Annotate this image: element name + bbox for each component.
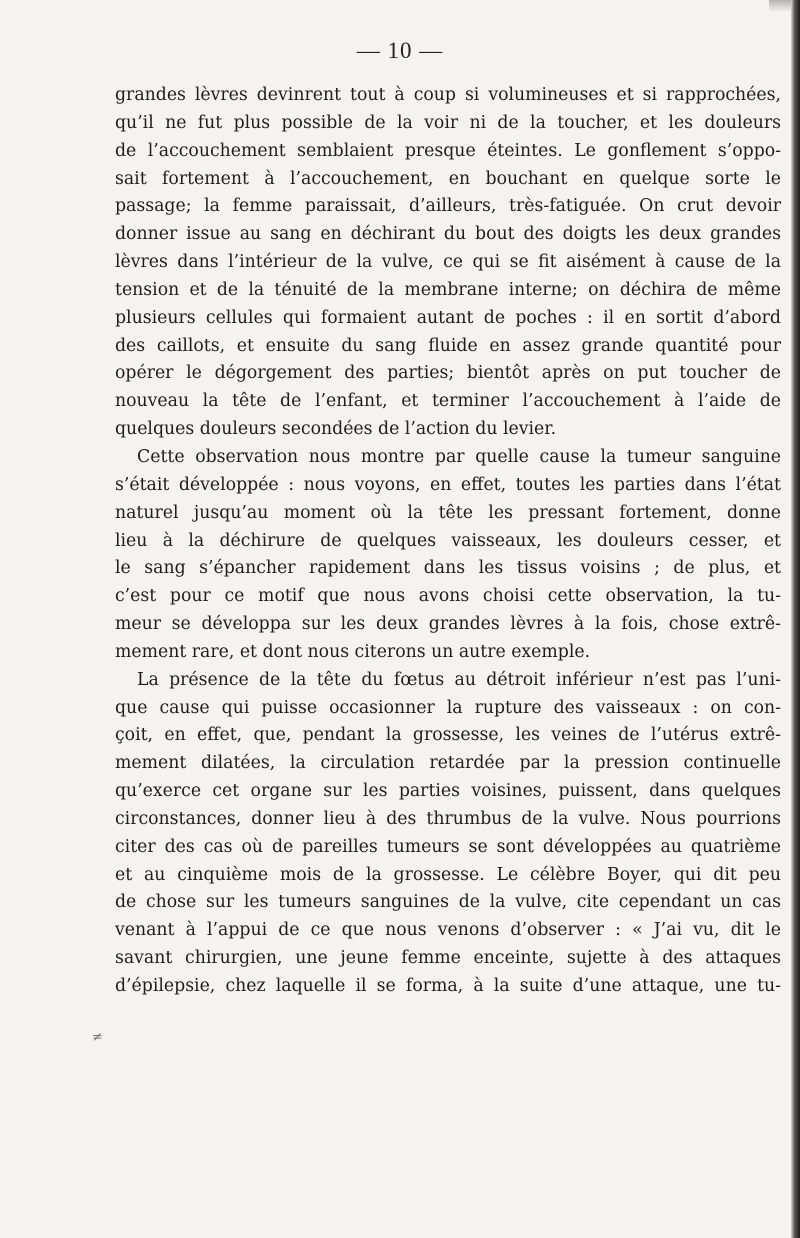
page-edge-shadow: [791, 0, 800, 1238]
text-line: quelques douleurs secondées de l’action du levier.: [115, 419, 557, 440]
text-line: c’est pour ce motif que nous avons choisi cette observation, la tu-: [115, 586, 781, 607]
text-line: des caillots, et ensuite du sang fluide en assez grande quantité pour: [115, 335, 781, 356]
text-line: de chose sur les tumeurs sanguines de la vulve, cite cependant un cas: [115, 892, 781, 913]
text-line: mement dilatées, la circulation retardée par la pression continuelle: [115, 753, 781, 774]
text-line: lèvres dans l’intérieur de la vulve, ce qui se fit aisément à cause de la: [115, 252, 781, 273]
text-line: tension et de la ténuité de la membrane interne; on déchira de même: [115, 279, 781, 300]
text-line: qu’il ne fut plus possible de la voir ni de la toucher, et les douleurs: [115, 112, 781, 133]
text-line: sait fortement à l’accouchement, en bouchant en quelque sorte le: [115, 168, 781, 189]
text-line: grandes lèvres devinrent tout à coup si volumineuses et si rapprochées,: [115, 85, 781, 105]
text-line: s’était développée : nous voyons, en effet, toutes les parties dans l’état: [115, 474, 781, 495]
text-line: que cause qui puisse occasionner la rupture des vaisseaux : on con-: [115, 697, 781, 718]
text-line: savant chirurgien, une jeune femme enceinte, sujette à des attaques: [115, 948, 781, 969]
text-line: çoit, en effet, que, pendant la grossesse, les veines de l’utérus extrê-: [115, 725, 781, 746]
text-line: citer des cas où de pareilles tumeurs se sont développées au quatrième: [115, 836, 781, 857]
page-corner-shadow: [769, 0, 791, 12]
text-line: venant à l’appui de ce que nous venons d’observer : « J’ai vu, dit le: [115, 920, 781, 941]
text-line: plusieurs cellules qui formaient autant de poches : il en sortit d’abord: [115, 307, 781, 328]
text-line: le sang s’épancher rapidement dans les tissus voisins ; de plus, et: [115, 558, 781, 579]
text-line: naturel jusqu’au moment où la tête les pressant fortement, donne: [115, 502, 781, 523]
text-line: Cette observation nous montre par quelle cause la tumeur sanguine: [137, 446, 781, 467]
text-line: lieu à la déchirure de quelques vaisseaux, les douleurs cesser, et: [115, 530, 781, 551]
text-line: de l’accouchement semblaient presque éteintes. Le gonflement s’oppo-: [115, 140, 781, 161]
text-line: circonstances, donner lieu à des thrumbus de la vulve. Nous pourrions: [115, 808, 781, 829]
margin-pencil-mark: ≠: [92, 1030, 103, 1045]
text-line: d’épilepsie, chez laquelle il se forma, à la suite d’une attaque, une tu-: [115, 976, 781, 996]
text-line: donner issue au sang en déchirant du bout des doigts les deux grandes: [115, 224, 781, 245]
text-line: qu’exerce cet organe sur les parties voisines, puissent, dans quelques: [115, 781, 781, 802]
text-line: et au cinquième mois de la grossesse. Le célèbre Boyer, qui dit peu: [115, 864, 781, 885]
text-line: passage; la femme paraissait, d’ailleurs, très-fatiguée. On crut devoir: [115, 196, 781, 217]
text-line: nouveau la tête de l’enfant, et terminer l’accouchement à l’aide de: [115, 391, 781, 412]
text-line: mement rare, et dont nous citerons un autre exemple.: [115, 641, 591, 662]
text-line: La présence de la tête du fœtus au détroit inférieur n’est pas l’uni-: [137, 669, 781, 690]
page-number-header: — 10 —: [356, 38, 444, 63]
text-line: opérer le dégorgement des parties; bientôt après on put toucher de: [115, 363, 781, 384]
body-text: [115, 82, 781, 1001]
text-line: meur se développa sur les deux grandes lèvres à la fois, chose extrê-: [115, 614, 781, 635]
